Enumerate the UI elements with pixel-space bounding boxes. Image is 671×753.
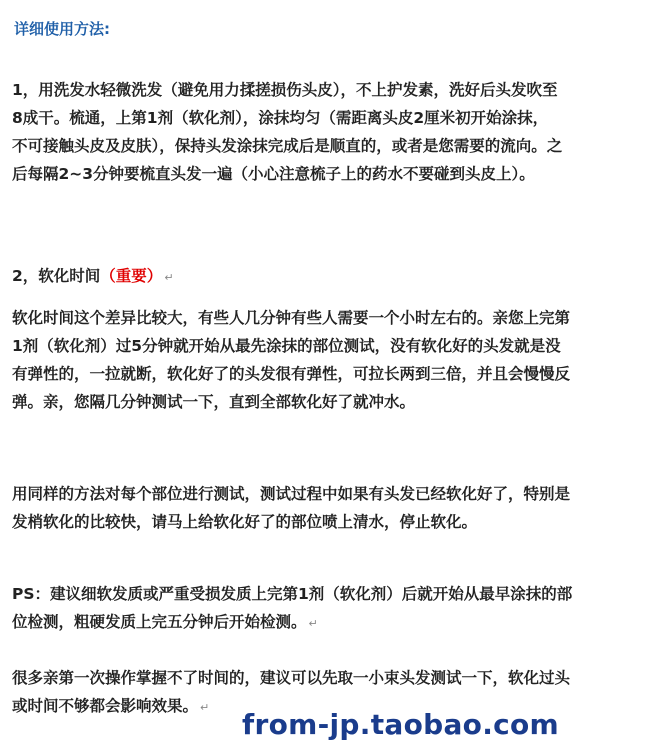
section-2-heading xyxy=(12,262,660,292)
section-5-line: 很多亲第一次操作掌握不了时间的，建议可以先取一小束头发测试一下，软化过头 xyxy=(12,669,571,687)
section-2-line: 软化时间这个差异比较大，有些人几分钟有些人需要一个小时左右的。亲您上完第 xyxy=(12,309,571,327)
watermark-url: from-jp.taobao.com xyxy=(242,708,560,741)
section-1-line: 1，用洗发水轻微洗发（避免用力揉搓损伤头皮），不上护发素，洗好后头发吹至 xyxy=(12,81,558,99)
section-4-paragraph xyxy=(12,580,660,638)
section-5-line-text: 或时间不够都会影响效果。 xyxy=(12,697,199,715)
section-1-line: 8成干。梳通，上第1剂（软化剂），涂抹均匀（需距离头皮2厘米初开始涂抹， xyxy=(12,109,549,127)
section-1-line: 后每隔2~3分钟要梳直头发一遍（小心注意梳子上的药水不要碰到头皮上）。 xyxy=(12,165,535,183)
return-mark-icon: ↵ xyxy=(164,271,174,284)
section-3-line: 发梢软化的比较快，请马上给软化好了的部位喷上清水，停止软化。 xyxy=(12,513,478,531)
section-4-line: PS：建议细软发质或严重受损发质上完第1剂（软化剂）后就开始从最早涂抹的部 xyxy=(12,585,573,603)
section-2-line: 弹。亲，您隔几分钟测试一下，直到全部软化好了就冲水。 xyxy=(12,393,416,411)
page-title: 详细使用方法: xyxy=(14,20,110,38)
return-mark-icon: ↵ xyxy=(308,617,318,630)
return-mark-icon: ↵ xyxy=(200,701,210,714)
section-2-heading-text: 2，软化时间 xyxy=(12,267,101,285)
section-3-paragraph xyxy=(12,480,660,536)
section-1-paragraph xyxy=(12,76,660,188)
section-2-line: 1剂（软化剂）过5分钟就开始从最先涂抹的部位测试，没有软化好的头发就是没 xyxy=(12,337,561,355)
section-1-line: 不可接触头皮及皮肤），保持头发涂抹完成后是顺直的，或者是您需要的流向。之 xyxy=(12,137,563,155)
section-3-line: 用同样的方法对每个部位进行测试，测试过程中如果有头发已经软化好了，特别是 xyxy=(12,485,571,503)
section-2-line: 有弹性的，一拉就断，软化好了的头发很有弹性，可拉长两到三倍，并且会慢慢反 xyxy=(12,365,571,383)
section-2-heading-emphasis: （重要） xyxy=(100,267,163,285)
section-4-line-text: 位检测，粗硬发质上完五分钟后开始检测。 xyxy=(12,613,307,631)
section-4-line-last xyxy=(12,608,660,638)
section-2-paragraph xyxy=(12,304,660,416)
